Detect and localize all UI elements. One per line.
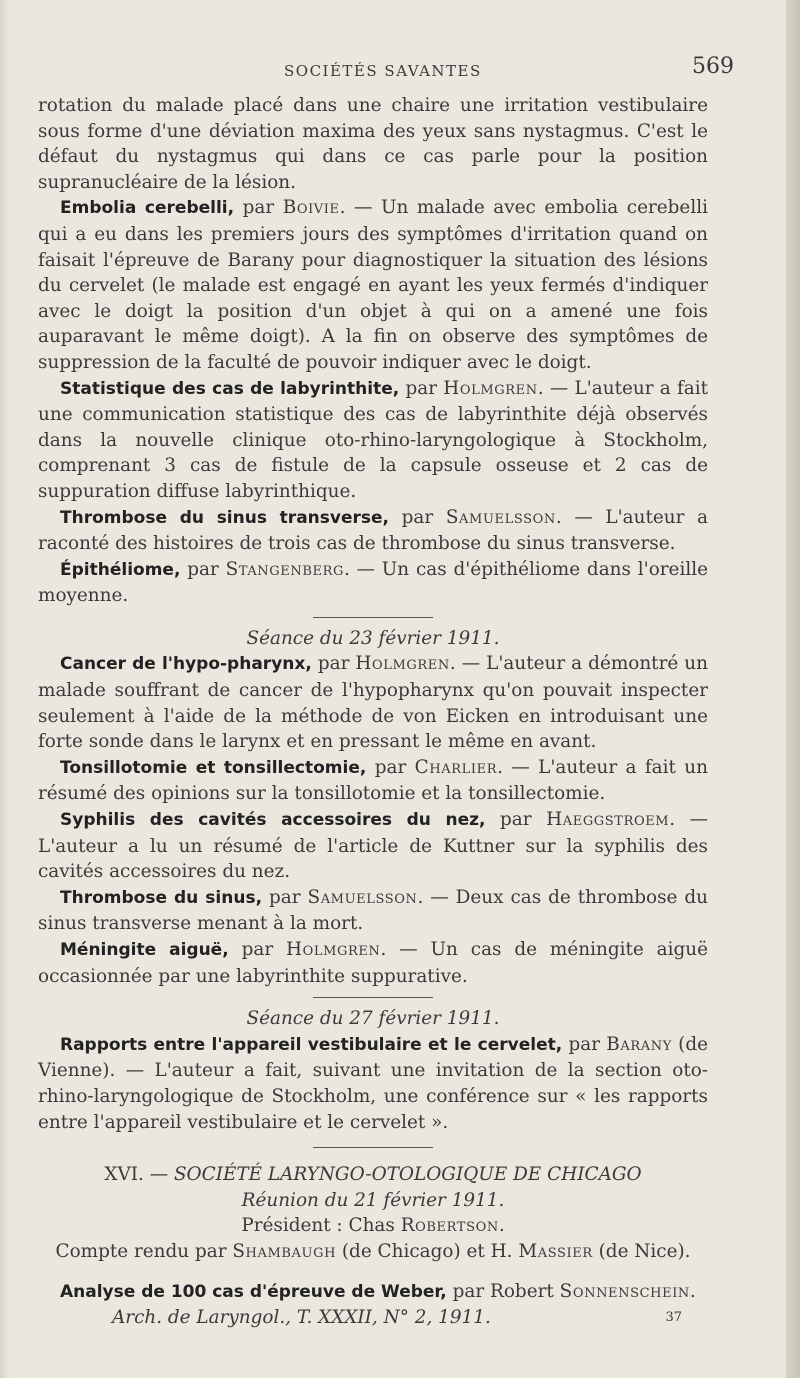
compte-rendu-line: [38, 1239, 708, 1265]
entry-author: Charlier: [414, 756, 498, 778]
article-body: [38, 93, 708, 1331]
section-divider: [313, 617, 433, 618]
entry-title: Embolia cerebelli,: [60, 198, 235, 219]
entry-title: Statistique des cas de labyrinthite,: [60, 378, 400, 399]
society-name: SOCIÉTÉ LARYNGO-OTOLOGIQUE DE CHICAGO: [173, 1164, 642, 1186]
entry-epitheliome: [38, 557, 708, 609]
entry-text: . — Un cas d'épithéliome dans l'oreille moyenne.: [38, 558, 708, 607]
entry-par: par: [269, 886, 301, 908]
citation: Arch. de Laryngol., T. XXXII, N° 2, 1911.: [112, 1307, 491, 1329]
entry-par: par: [242, 197, 275, 219]
entry-title: Cancer de l'hypo-pharynx,: [60, 654, 312, 675]
entry-text: . — L'auteur a raconté des histoires de trois cas de thrombose du sinus transverse.: [38, 506, 708, 555]
seance-heading: Séance du 27 février 1911.: [246, 1008, 500, 1030]
entry-cancer-hypopharynx: [38, 651, 708, 754]
entry-author: Samuelsson: [445, 506, 556, 528]
entry-text: . — L'auteur a fait un résumé des opinions sur la tonsillotomie et la tonsillectomie.: [38, 756, 709, 805]
page-left-edge: [0, 0, 10, 1378]
entry-title: Tonsillotomie et tonsillectomie,: [60, 757, 367, 778]
citation-line: [38, 1305, 708, 1331]
entry-author: Holmgren: [443, 377, 538, 399]
entry-title: Thrombose du sinus,: [60, 887, 263, 908]
signature-mark: 37: [665, 1310, 682, 1326]
entry-par: par: [374, 756, 407, 778]
entry-syphilis: [38, 807, 708, 885]
reunion-date: Réunion du 21 février 1911.: [241, 1189, 505, 1211]
entry-text: . — L'auteur a démontré un malade souffrant de cancer de l'hypopharynx qu'on pouvait inspecter seulement à l'aide de la méthode de von Eicken en introduisant une forte sonde dans le larynx et en pressant le même en avant.: [38, 653, 708, 753]
section-divider: [313, 1147, 433, 1148]
entry-text: . — L'auteur a fait une communication statistique des cas de labyrinthite déjà observés dans la nouvelle clinique oto-rhino-laryngologique à Stockholm, comprenant 3 cas de fistule de la capsule osseuse et 2 cas de suppuration diffuse labyrinthique.: [38, 377, 708, 502]
running-head-title: SOCIÉTÉS SAVANTES: [284, 62, 482, 80]
entry-title: Épithéliome,: [60, 559, 181, 580]
section-divider: [313, 997, 433, 998]
entry-author: Barany: [606, 1033, 672, 1055]
compte-pre: Compte rendu par: [55, 1240, 227, 1262]
entry-text: . — Un cas de méningite aiguë occasionnée par une labyrinthite suppurative.: [38, 939, 708, 987]
running-head: [34, 52, 734, 88]
entry-par: par: [568, 1033, 601, 1055]
compte-author-1: Shambaugh: [232, 1240, 337, 1262]
entry-par: par: [401, 506, 434, 528]
entry-author: Holmgren: [286, 939, 381, 960]
entry-par: par: [187, 558, 219, 580]
entry-title: Rapports entre l'appareil vestibulaire et le cervelet,: [60, 1034, 563, 1055]
paragraph-continued: rotation du malade placé dans une chaire une irritation vestibulaire sous forme d'une déviation maxima des yeux sans nystagmus. C'est le défaut du nystagmus qui dans ce cas parle pour la position supranucléaire de la lésion.: [38, 95, 708, 193]
compte-author-2: Massier: [518, 1240, 593, 1262]
entry-title: Syphilis des cavités accessoires du nez,: [60, 810, 486, 831]
entry-text: . — Un malade avec embolia cerebelli qui a eu dans les premiers jours des symptômes d'irritation quand on faisait l'épreuve de Barany pour diagnostiquer la situation des lésions du cervelet (le malade est engagé en ayant les yeux fermés d'indiquer avec le doigt la position d'un objet à qui on a amené une fois auparavant le même doigt). A la fin on observe des symptômes de suppression de la faculté de pouvoir indiquer avec le doigt.: [38, 197, 708, 373]
entry-end: .: [689, 1280, 696, 1302]
entry-author: Holmgren: [355, 653, 450, 675]
compte-mid: (de Chicago) et H.: [341, 1240, 513, 1262]
entry-text: . — L'auteur a lu un résumé de l'article de Kuttner sur la syphilis des cavités accessoires du nez.: [38, 809, 708, 883]
entry-par: par: [500, 809, 532, 831]
president-first: Chas: [348, 1215, 395, 1237]
president-line: Président : Chas Robertson.: [241, 1215, 505, 1237]
entry-author: Stangenberg: [225, 558, 344, 580]
entry-text: (de Vienne). — L'auteur a fait, suivant une invitation de la section oto-rhino-laryngologique de Stockholm, une conférence sur « les rapports entre l'appareil vestibulaire et le cervelet ».: [38, 1033, 708, 1133]
spacer: [38, 1265, 708, 1279]
entry-text: . — Deux cas de thrombose du sinus transverse menant à la mort.: [38, 886, 708, 935]
entry-author: Boivie: [282, 197, 340, 219]
entry-title: Méningite aiguë,: [60, 940, 229, 960]
entry-par: par: [317, 653, 350, 675]
compte-post: (de Nice).: [598, 1240, 691, 1262]
section-number: XVI. —: [104, 1164, 169, 1186]
seance-heading: Séance du 23 février 1911.: [246, 627, 500, 649]
president-label: Président :: [241, 1215, 343, 1237]
entry-embolia: [38, 195, 708, 375]
entry-par: par: [241, 939, 274, 960]
entry-title: Analyse de 100 cas d'épreuve de Weber,: [60, 1281, 447, 1302]
entry-statistique: [38, 376, 708, 505]
entry-author: Sonnenschein: [559, 1280, 690, 1302]
entry-par: par: [405, 377, 437, 399]
entry-tonsillotomie: [38, 755, 708, 807]
entry-author: Samuelsson: [307, 886, 418, 908]
president-name: Robertson: [400, 1215, 499, 1237]
entry-par: par Robert: [452, 1280, 554, 1302]
entry-analyse-weber: [38, 1279, 708, 1306]
entry-meningite: [38, 937, 708, 989]
page-binding-edge: [786, 0, 800, 1378]
entry-thrombose-transverse: [38, 505, 708, 557]
society-heading: [38, 1162, 708, 1188]
page-number: 569: [692, 54, 734, 79]
entry-rapports-vestibulaire: [38, 1032, 708, 1135]
entry-thrombose-sinus: [38, 885, 708, 937]
entry-title: Thrombose du sinus transverse,: [60, 507, 389, 528]
entry-author: Haeggstroem: [546, 809, 670, 831]
